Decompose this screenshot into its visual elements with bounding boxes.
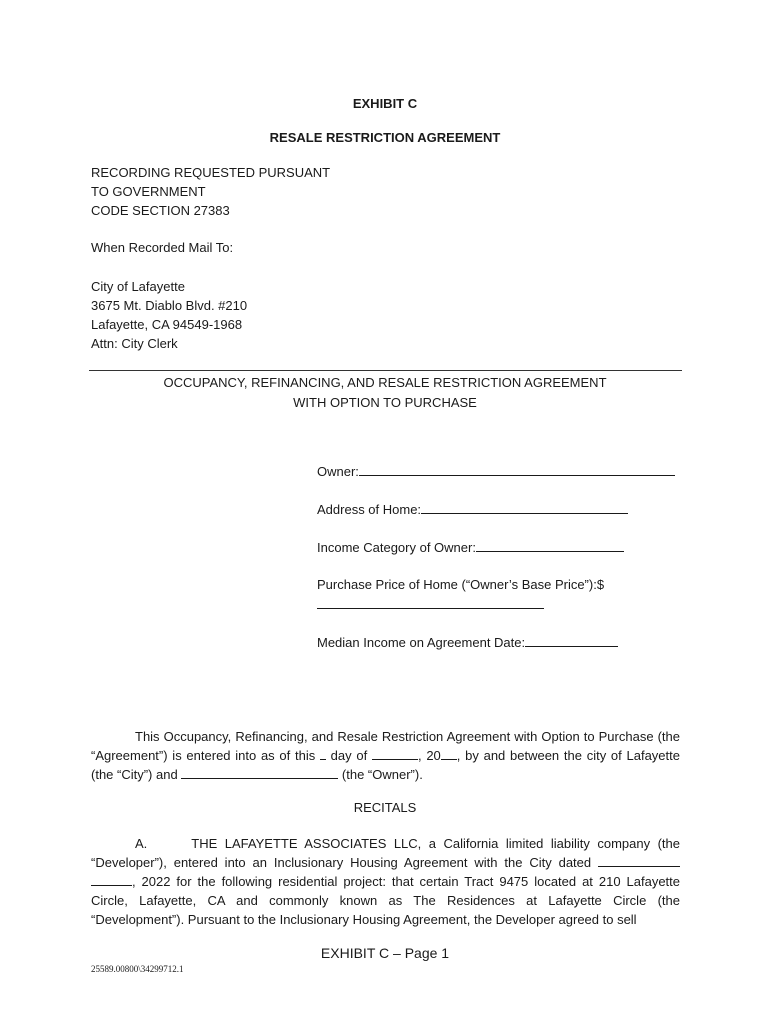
divider-rule: [89, 370, 682, 371]
median-income-field: [317, 634, 618, 650]
intro-text-2: day of: [325, 748, 372, 763]
recording-block: [91, 163, 330, 220]
mailing-address: [91, 277, 247, 353]
recording-line-3: CODE SECTION 27383: [91, 203, 230, 218]
recital-a-text-2: , 2022 for the following residential project: that certain Tract 9475 located at 210 Lafayette Circle, Lafayette, CA and commonly known as The Residences at Lafayette Circle (the “Development”). Pursuant to the Inclusionary Housing Agreement, the Developer agreed to sell: [91, 874, 680, 927]
document-title-line-2: WITH OPTION TO PURCHASE: [293, 395, 477, 410]
median-income-label: Median Income on Agreement Date:: [317, 635, 526, 650]
recital-a-paragraph: [91, 834, 680, 929]
median-income-blank[interactable]: [525, 634, 618, 647]
owner-field: [317, 463, 675, 479]
month-blank[interactable]: [372, 747, 418, 760]
year-blank[interactable]: [441, 747, 457, 760]
intro-text-5: (the “Owner”).: [338, 767, 423, 782]
dated-blank-1[interactable]: [598, 854, 680, 867]
purchase-price-field: [317, 577, 604, 592]
intro-text-1: This Occupancy, Refinancing, and Resale Restriction Agreement with Option to Purchase (the “Agreement”) is entered into as of this: [91, 729, 680, 763]
intro-text-3: , 20: [417, 748, 441, 763]
address-label: Address of Home:: [317, 502, 422, 517]
recitals-heading: RECITALS: [353, 800, 417, 815]
income-category-field: [317, 539, 624, 555]
owner-name-blank[interactable]: [181, 766, 338, 779]
address-line-4: Attn: City Clerk: [91, 336, 178, 351]
exhibit-title: EXHIBIT C: [352, 96, 418, 111]
income-category-blank[interactable]: [476, 539, 624, 552]
recital-a-text-1: THE LAFAYETTE ASSOCIATES LLC, a California limited liability company (the “Developer”), entered into an Inclusionary Housing Agreement with the City dated: [91, 836, 680, 870]
address-blank[interactable]: [421, 501, 628, 514]
address-line-1: City of Lafayette: [91, 279, 185, 294]
owner-label: Owner:: [317, 464, 359, 479]
document-id: 25589.00800\34299712.1: [91, 964, 184, 974]
purchase-price-label: Purchase Price of Home (“Owner’s Base Price”):$: [317, 577, 605, 592]
income-category-label: Income Category of Owner:: [317, 540, 476, 555]
address-line-2: 3675 Mt. Diablo Blvd. #210: [91, 298, 248, 313]
document-title-line-1: OCCUPANCY, REFINANCING, AND RESALE RESTRICTION AGREEMENT: [163, 375, 607, 390]
owner-blank[interactable]: [359, 463, 675, 476]
purchase-price-blank[interactable]: [317, 596, 544, 609]
page-footer: EXHIBIT C – Page 1: [320, 945, 450, 961]
purchase-price-blank-row: [317, 596, 544, 612]
recording-line-1: RECORDING REQUESTED PURSUANT: [91, 165, 331, 180]
dated-blank-2[interactable]: [91, 873, 132, 886]
recording-line-2: TO GOVERNMENT: [91, 184, 206, 199]
address-field: [317, 501, 628, 517]
mail-to-label: When Recorded Mail To:: [91, 240, 234, 255]
address-line-3: Lafayette, CA 94549-1968: [91, 317, 243, 332]
intro-paragraph: [91, 727, 680, 784]
agreement-title: RESALE RESTRICTION AGREEMENT: [269, 130, 501, 145]
recital-a-label: A.: [135, 836, 148, 851]
intro-text-4: , by and between the city of Lafayette (the “City”) and: [91, 748, 680, 782]
